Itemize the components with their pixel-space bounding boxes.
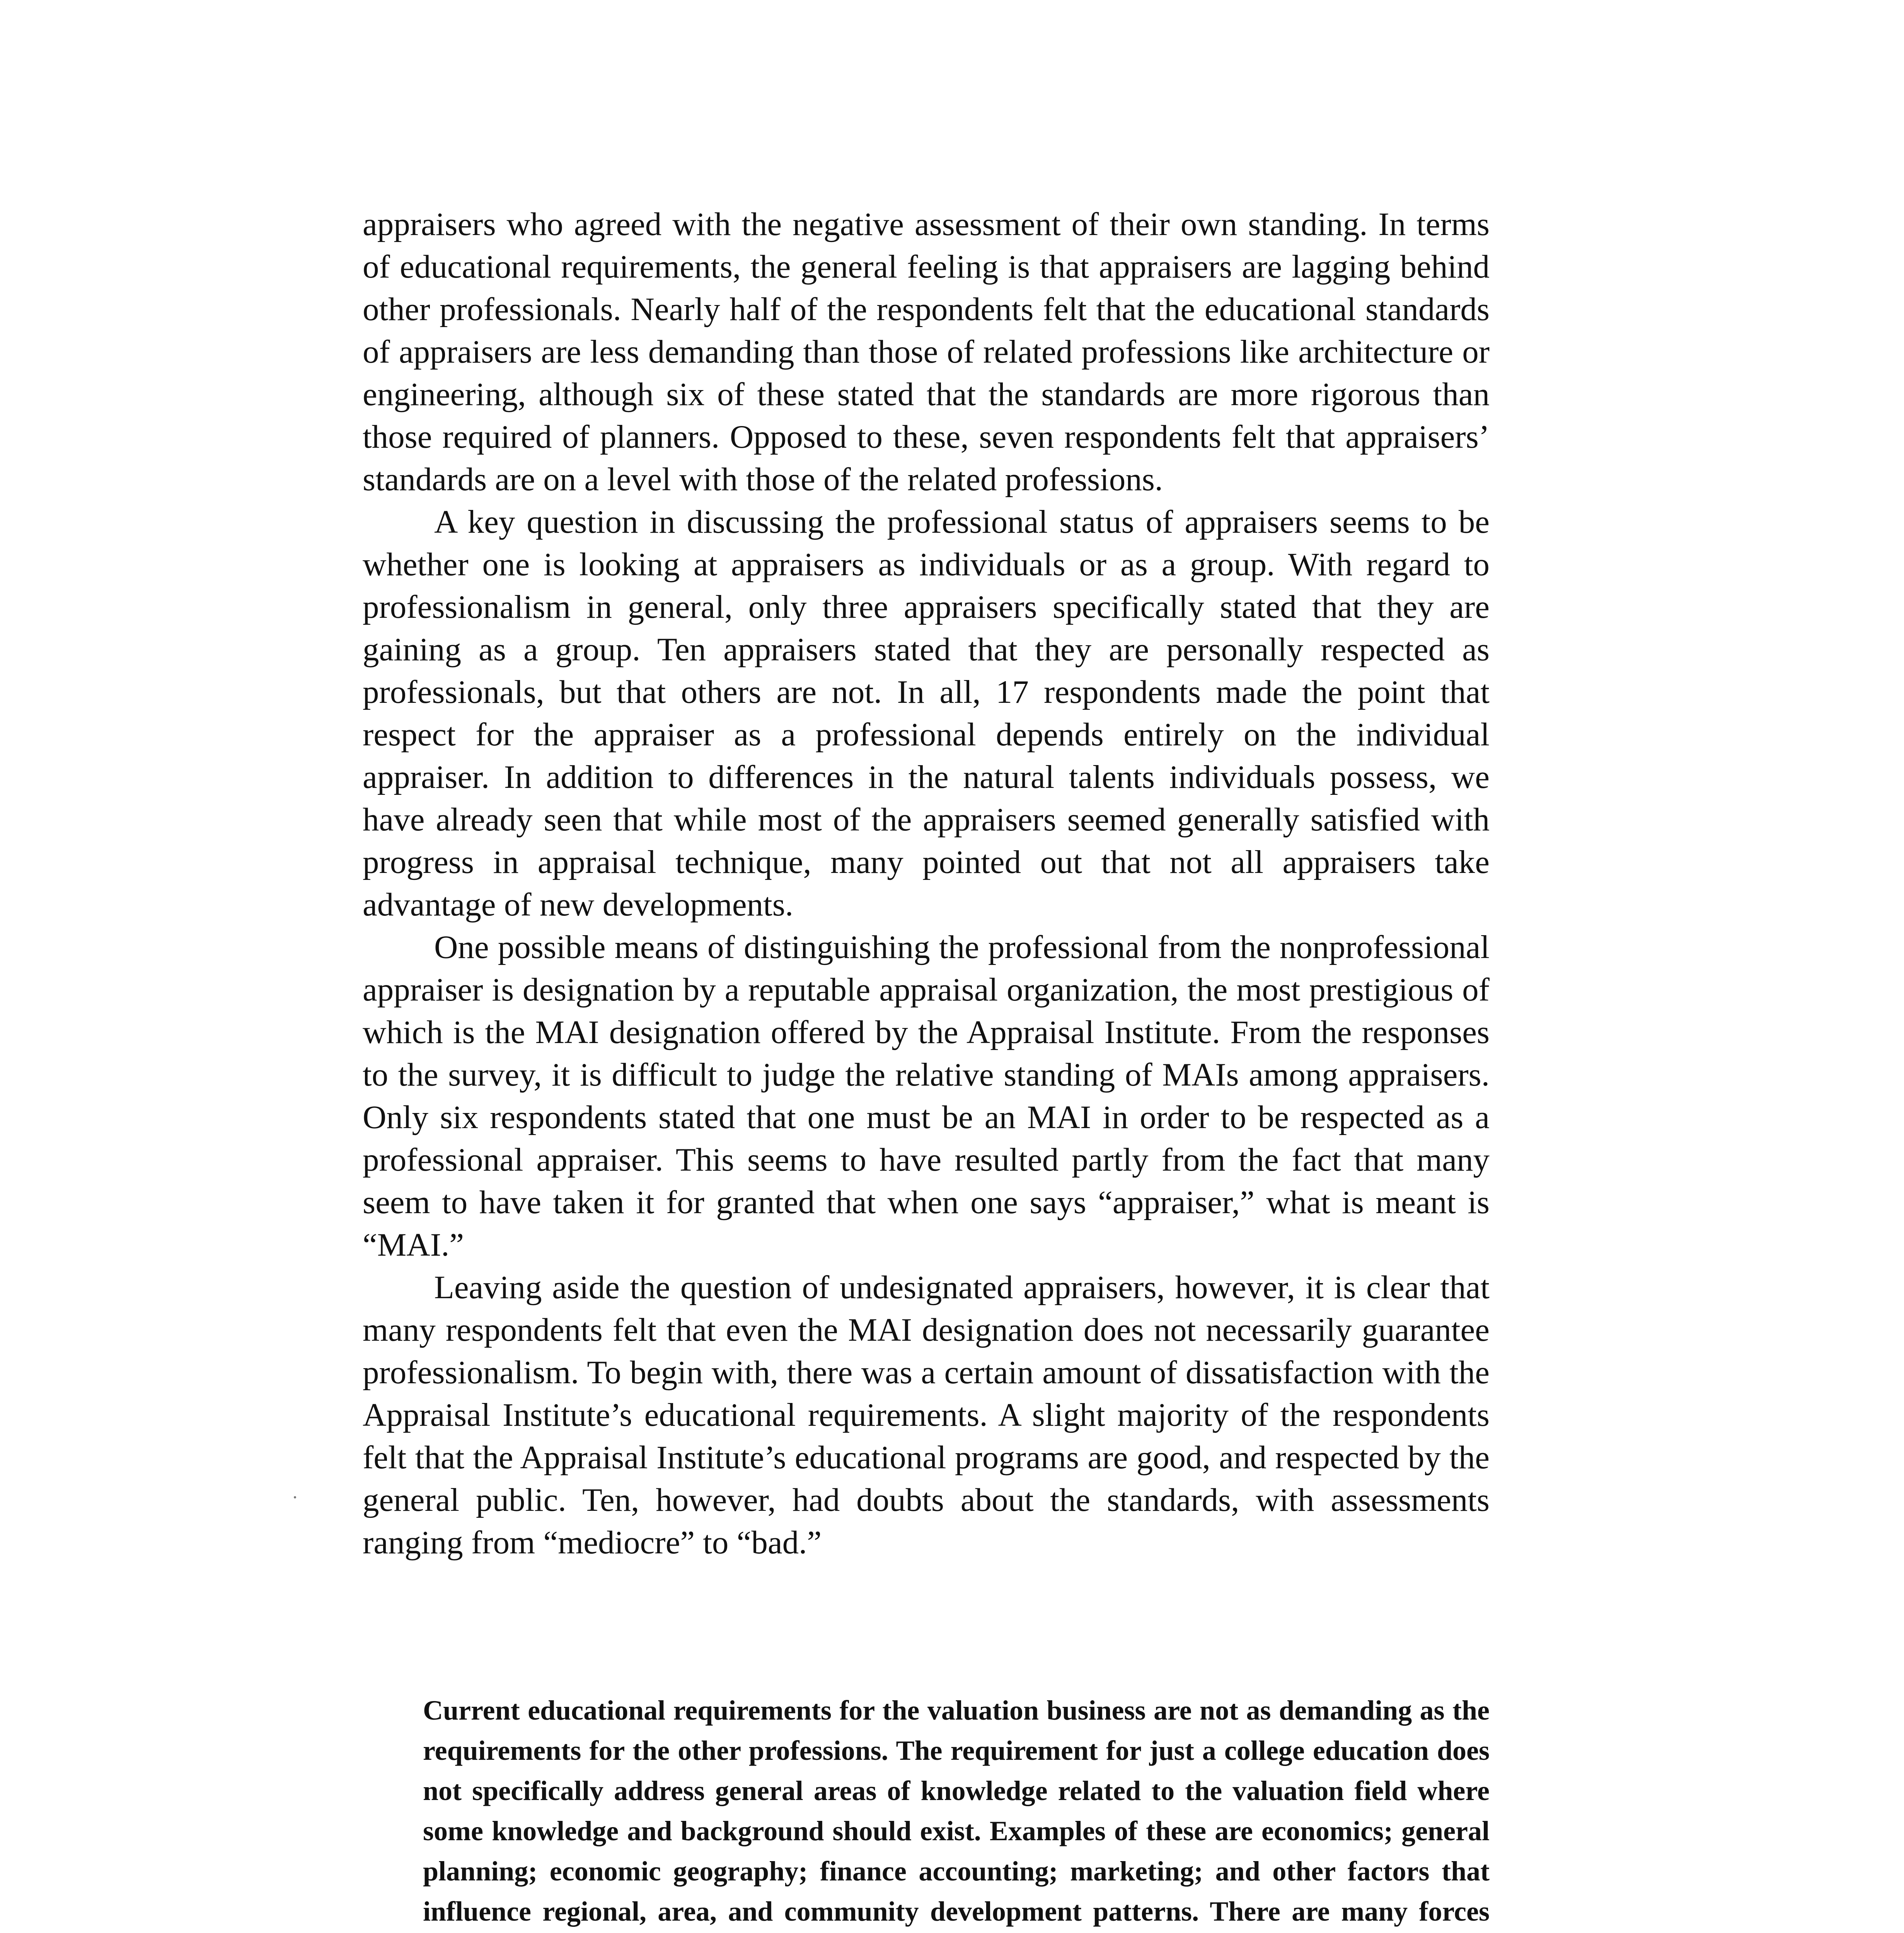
- paragraph-1: appraisers who agreed with the negative assessment of their own standing. In terms of educational requirements, the general feeling is that appraisers are lagging behind other professionals. Nearly half of the respondents felt that the educational standards of appraisers are less demanding than those of related professions like architecture or engineering, although six of these stated that the standards are more rigorous than those required of planners. Opposed to these, seven respondents felt that appraisers’ standards are on a level with those of the related professions.: [363, 206, 1490, 498]
- body-text: [363, 203, 1490, 1564]
- scan-speck: [294, 1496, 296, 1498]
- paragraph-3: One possible means of distinguishing the professional from the nonprofessional appraiser is designation by a reputable appraisal organization, the most prestigious of which is the MAI designation offered by the Appraisal Institute. From the responses to the survey, it is difficult to judge the relative standing of MAIs among appraisers. Only six respondents stated that one must be an MAI in order to be respected as a professional appraiser. This seems to have resulted partly from the fact that many seem to have taken it for granted that when one says “appraiser,” what is meant is “MAI.”: [363, 929, 1490, 1263]
- paragraph-4: Leaving aside the question of undesignated appraisers, however, it is clear that many respondents felt that even the MAI designation does not necessarily guarantee professionalism. To begin with, there was a certain amount of dissatisfaction with the Appraisal Institute’s educational requirements. A slight majority of the respondents felt that the Appraisal Institute’s educational programs are good, and respected by the general public. Ten, however, had doubts about the standards, with assessments ranging from “mediocre” to “bad.”: [363, 1269, 1490, 1561]
- block-quote: Current educational requirements for the valuation business are not as demanding as the requirements for the other professions. The requirement for just a college education does not specifically address general areas of knowledge related to the valuation field where some knowledge and background should exist. Examples of these are economics; general planning; economic geography; finance accounting; marketing; and other factors that influence regional, area, and community development patterns. There are many forces: [423, 1695, 1490, 1927]
- paragraph-2: A key question in discussing the professional status of appraisers seems to be whether one is looking at appraisers as individuals or as a group. With regard to professionalism in general, only three appraisers specifically stated that they are gaining as a group. Ten appraisers stated that they are personally respected as professionals, but that others are not. In all, 17 respondents made the point that respect for the appraiser as a professional depends entirely on the individual appraiser. In addition to differences in the natural talents individuals possess, we have already seen that while most of the appraisers seemed generally satisfied with progress in appraisal technique, many pointed out that not all appraisers take advantage of new developments.: [363, 504, 1490, 923]
